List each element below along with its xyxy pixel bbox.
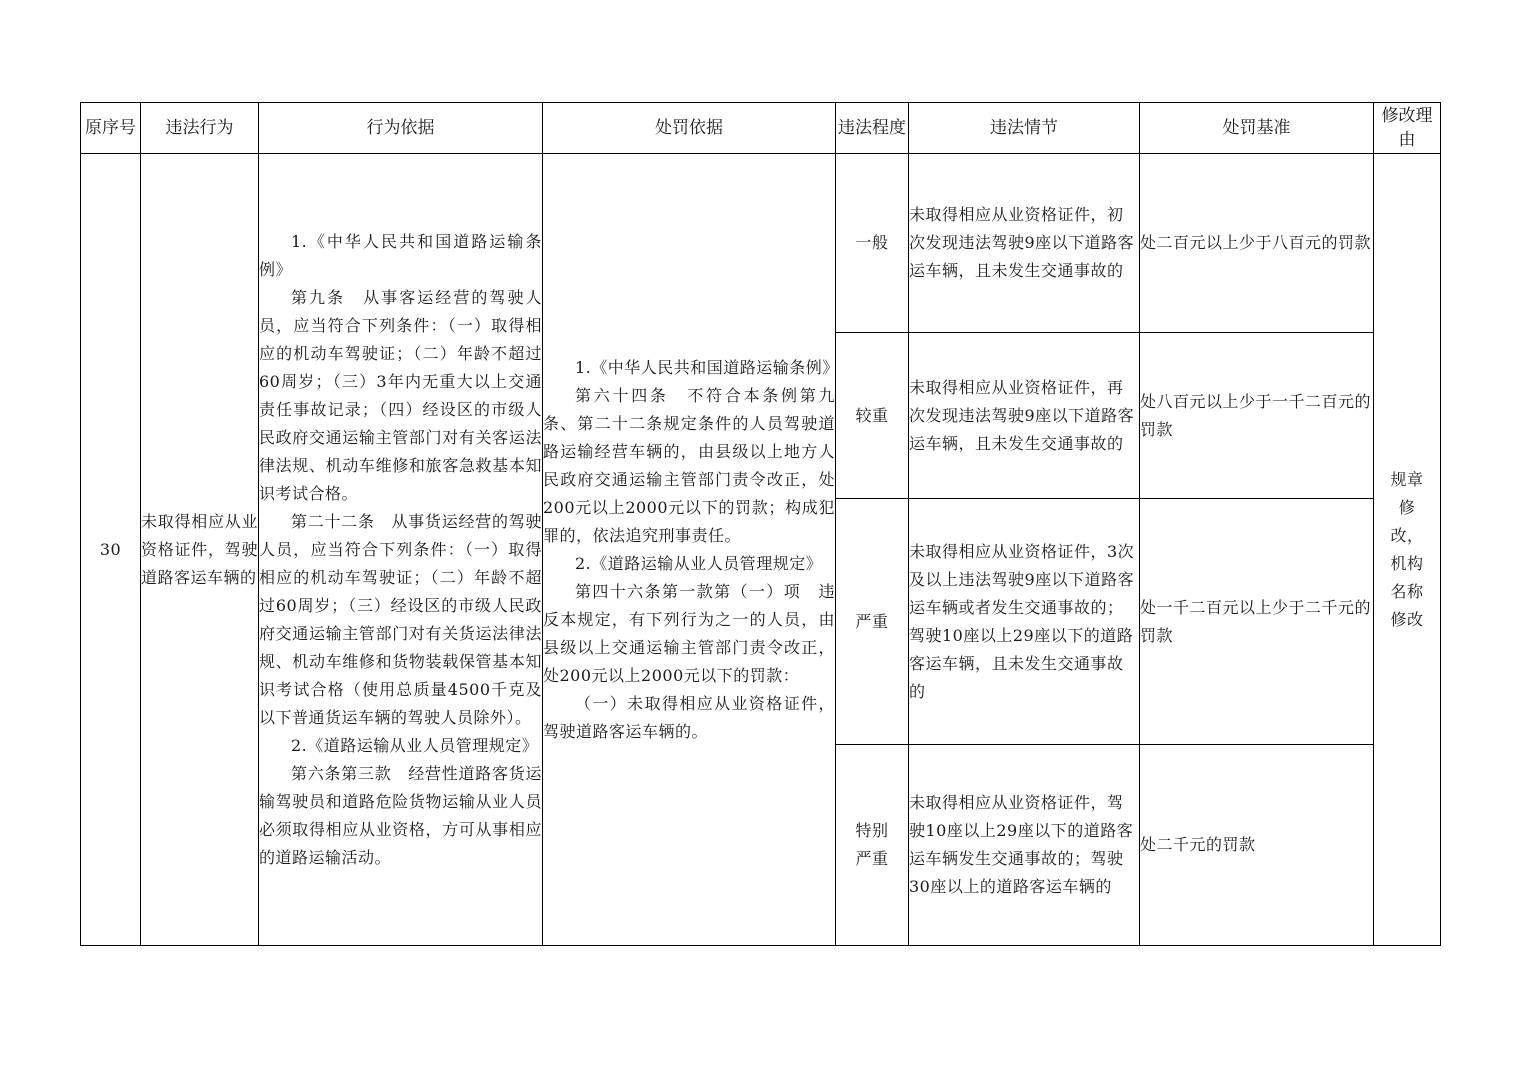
circumstance-serious: 未取得相应从业资格证件，再次发现违法驾驶9座以下道路客运车辆，且未发生交通事故的 [909, 333, 1140, 499]
standard-general: 处二百元以上少于八百元的罚款 [1140, 154, 1374, 333]
violation-cell: 未取得相应从业资格证件，驾驶道路客运车辆的 [141, 154, 259, 946]
reason-cell: 规章修改，机构名称修改 [1374, 154, 1441, 946]
table-row [81, 154, 1441, 333]
penalty-basis-title-1: 1.《中华人民共和国道路运输条例》 [575, 357, 839, 377]
header-degree: 违法程度 [836, 103, 909, 154]
behavior-basis-title-2: 2.《道路运输从业人员管理规定》 [291, 735, 539, 755]
standard-especially-severe: 处二千元的罚款 [1140, 745, 1374, 946]
behavior-basis-title-1: 1.《中华人民共和国道路运输条例》 [259, 231, 542, 279]
header-seq: 原序号 [81, 103, 141, 154]
degree-especially-severe: 特别严重 [836, 745, 909, 946]
circumstance-general: 未取得相应从业资格证件，初次发现违法驾驶9座以下道路客运车辆，且未发生交通事故的 [909, 154, 1140, 333]
header-reason: 修改理由 [1374, 103, 1441, 154]
circumstance-especially-severe: 未取得相应从业资格证件，驾驶10座以上29座以下的道路客运车辆发生交通事故的；驾驶30座以上的道路客运车辆的 [909, 745, 1140, 946]
standard-serious: 处八百元以上少于一千二百元的罚款 [1140, 333, 1374, 499]
behavior-basis-article-22: 第二十二条 从事货运经营的驾驶人员，应当符合下列条件：（一）取得相应的机动车驾驶证；（二）年龄不超过60周岁；（三）经设区的市级人民政府交通运输主管部门对有关货运法律法规、机动车维修和货物装载保管基本知识考试合格（使用总质量4500千克及以下普通货运车辆的驾驶人员除外）。 [259, 511, 542, 727]
penalty-basis-item-1: （一）未取得相应从业资格证件，驾驶道路客运车辆的。 [543, 693, 835, 741]
penalty-basis-title-2: 2.《道路运输从业人员管理规定》 [575, 553, 823, 573]
penalty-basis-cell [543, 154, 839, 946]
degree-severe: 严重 [836, 499, 909, 745]
penalty-basis-article-64: 第六十四条 不符合本条例第九条、第二十二条规定条件的人员驾驶道路运输经营车辆的，由县级以上地方人民政府交通运输主管部门责令改正，处200元以上2000元以下的罚款；构成犯罪的，依法追究刑事责任。 [543, 385, 835, 545]
behavior-basis-article-9: 第九条 从事客运经营的驾驶人员，应当符合下列条件：（一）取得相应的机动车驾驶证；（二）年龄不超过60周岁；（三）3年内无重大以上交通责任事故记录；（四）经设区的市级人民政府交通运输主管部门对有关客运法律法规、机动车维修和旅客急救基本知识考试合格。 [259, 287, 542, 503]
header-violation: 违法行为 [141, 103, 259, 154]
circumstance-severe: 未取得相应从业资格证件，3次及以上违法驾驶9座以下道路客运车辆或者发生交通事故的；驾驶10座以上29座以下的道路客运车辆，且未发生交通事故的 [909, 499, 1140, 745]
penalty-basis-article-46: 第四十六条第一款第（一）项 违反本规定，有下列行为之一的人员，由县级以上交通运输主管部门责令改正，处200元以上2000元以下的罚款： [543, 581, 835, 685]
degree-serious: 较重 [836, 333, 909, 499]
behavior-basis-article-6: 第六条第三款 经营性道路客货运输驾驶员和道路危险货物运输从业人员必须取得相应从业资格，方可从事相应的道路运输活动。 [259, 763, 542, 867]
header-standard: 处罚基准 [1140, 103, 1374, 154]
behavior-basis-cell [259, 154, 543, 946]
seq-cell: 30 [81, 154, 141, 946]
degree-general: 一般 [836, 154, 909, 333]
penalty-standard-table [80, 102, 1441, 946]
header-behavior-basis: 行为依据 [259, 103, 543, 154]
header-circumstance: 违法情节 [909, 103, 1140, 154]
standard-severe: 处一千二百元以上少于二千元的罚款 [1140, 499, 1374, 745]
header-penalty-basis: 处罚依据 [543, 103, 836, 154]
header-row [81, 103, 1441, 154]
